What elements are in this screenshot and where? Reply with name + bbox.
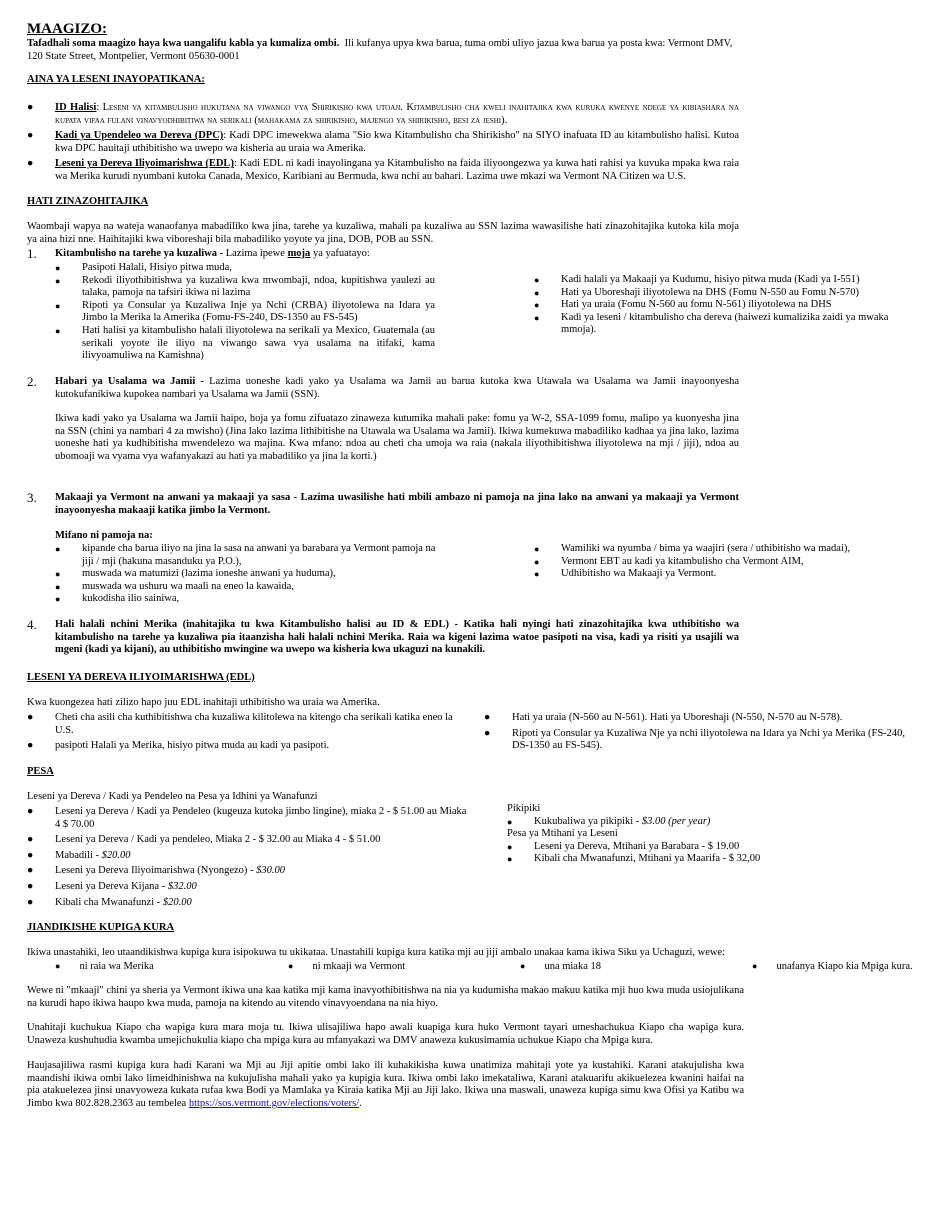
voting-paragraph-1: Wewe ni "mkaaji" chini ya sheria ya Vermont ikiwa una kaa katika mji kama inavyothibitishwa na nia ya kudumisha makao makuu katika mji huo kwa muda usiojulikana na kurudi hapo ikiwa haupo kwa muda, pamoja na kitendo au vitendo vinavyoendana na nia hiyo. [27, 985, 744, 1009]
required-docs-heading: HATI ZINAZOHITAJIKA [27, 196, 149, 207]
intro-paragraph [27, 38, 737, 63]
page-title [27, 20, 107, 38]
fees-right-list [507, 803, 907, 866]
fees-left-list [27, 806, 467, 909]
bullet-icon: ● [27, 130, 34, 142]
list-item: ● Mabadili - $20.00 [27, 849, 131, 861]
doc-item-3: 3. Makaaji ya Vermont na anwani ya makaaji ya sasa - Lazima uwasilishe hati mbili ambazo ni pamoja na jina lako na anwani ya makaaji ya Vermont inayoonyesha makaaji katika jimbo la Vermont. [27, 490, 739, 516]
doc-item-1: 1. Kitambulisho na tarehe ya kuzaliwa - Lazima ipewe moja ya yafuatayo: [27, 246, 370, 261]
bullet-icon: ● [27, 102, 34, 113]
doc-item-4: 4. Hali halali nchini Merika (inahitajika tu kwa Kitambulisho halisi au ID & EDL) - Katika hali nyingi hati zinazohitajika kwa uthibitisho wa kitambulisho na tarehe ya kuzaliwa pia itaanzisha hali halali nchini Merika. Raia wa kigeni lazima watoe pasipoti na visa, kadi ya risiti ya usajili wa mgeni (kadi ya kijani), au uthibitisho mwingine wa uwepo wa kisheria kwa ukaguzi na kunakili. [27, 617, 739, 656]
list-item: ● Kibali cha Mwanafunzi - $20.00 [27, 896, 192, 908]
list-item: ● Udhibitisho wa Makaaji ya Vermont. [534, 568, 717, 580]
intro-bold: Tafadhali soma maagizo haya kwa uangalifu kabla ya kumaliza ombi. [27, 38, 340, 49]
list-item: ● una miaka 18 [520, 961, 602, 972]
list-item: ● Rekodi iliyothibitishwa ya kuzaliwa kwa mwombaji, ndoa, kupitishwa yaulezi au talaka, pamoja na tafsiri ikiwa ni lazima [55, 274, 435, 299]
list-item: ● Pasipoti Halali, Hisiyo pitwa muda, [55, 262, 232, 273]
examples-label: Mifano ni pamoja na: [55, 530, 153, 541]
title-text: MAAGIZO: [27, 21, 107, 37]
list-item: ● Vermont EBT au kadi ya kitambulisho cha Vermont AIM, [534, 555, 804, 567]
list-item: ● Leseni ya Dereva Kijana - $32.00 [27, 880, 197, 892]
list-item: ● muswada wa matumizi (lazima ioneshe anwani ya huduma), [55, 568, 336, 580]
list-item: ● Leseni ya Dereva Iliyoimarishwa (EDL): Kadi EDL ni kadi inayolingana ya Kitambulisho na faida iliyoongezwa ya kuwa hati rahisi ya kuvuka mpaka kwa raia wa Merika kurudi nyumbani kutoka Canada, Mexico, Karibiani au Bermuda, kwa nchi au bahari. Lazima uwe mkazi wa Vermont NA Citizen wa U.S. [27, 158, 739, 182]
license-types-list [27, 102, 739, 184]
required-docs-intro: Waombaji wapya na wateja wanaofanya mabadiliko kwa jina, tarehe ya kuzaliwa, mahali pa kuzaliwa au SSN lazima wawasilishe hati zinazohitajika kutoka kila moja ya aina hizi nne. Haihitajiki kwa viboreshaji bila mabadiliko yoyote ya jina, DOB, POB au SSN. [27, 221, 739, 245]
edl-intro: Kwa kuongezea hati zilizo hapo juu EDL inahitaji uthibitisho wa uraia wa Amerika. [27, 697, 380, 708]
list-item: ● Kadi halali ya Makaaji ya Kudumu, hisiyo pitwa muda (Kadi ya I-551) [534, 274, 860, 285]
list-item: ● kukodisha ilio sainiwa, [55, 593, 180, 605]
list-item: ● Cheti cha asili cha kuthibitishwa cha kuzaliwa kilitolewa na kitengo cha serikali katika eneo la U.S. [27, 712, 453, 736]
list-item: ● pasipoti Halali ya Merika, hisiyo pitwa muda au kadi ya pasipoti. [27, 740, 330, 752]
voting-paragraph-3: Haujasajiliwa rasmi kupiga kura hadi Karani wa Mji au Jiji apitie ombi lako ili kuhakikisha kuwa unatimiza mahitaji yote ya kustahiki. Karani atakujulisha kwa maandishi ikiwa ombi lako limeidhinishwa na kukujulisha mahali yako ya kupigia kura. Ikiwa ombi lako imekataliwa, Karani atakuarifu akikuelezea kwanini haifai na pia atakuelezea jinsi unavyoweza kukata rufaa kwa Bodi ya Mamlaka ya Kiraia katika Mji au Jiji lako. Ikiwa una maswali, unaweza kupiga simu kwa Ofisi ya Katibu wa Jimbo kwa 802.828.2363 au tembelea https://sos.vermont.gov/elections/voters/. [27, 1060, 744, 1109]
voting-heading: JIANDIKISHE KUPIGA KURA [27, 922, 175, 933]
list-item: ● Hati ya uraia (N-560 au N-561). Hati ya Uboreshaji (N-550, N-570 au N-578). [484, 712, 843, 723]
doc-item-1-right-list [534, 274, 924, 337]
edl-left-list [27, 712, 459, 753]
license-types-heading: AINA YA LESENI INAYOPATIKANA: [27, 74, 205, 85]
list-item: ● unafanya Kiapo kia Mpiga kura. [752, 961, 913, 972]
list-item: ● Hati halisi ya kitambulisho halali iliyotolewa na serikali ya Mexico, Guatemala (au serikali yoyote ile iliyo na viwango sawa vya usalama na itifaki, kama ilivyoamuliwa na Kamishna) [55, 324, 435, 362]
fees-heading: PESA [27, 766, 54, 777]
edl-right-list [484, 712, 922, 753]
list-item: ● Leseni ya Dereva / Kadi ya pendeleo, Miaka 2 - $ 32.00 au Miaka 4 - $ 51.00 [27, 834, 381, 846]
fees-subheading: Leseni ya Dereva / Kadi ya Pendeleo na Pesa ya Idhini ya Wanafunzi [27, 791, 318, 802]
list-item: ● Hati ya Uboreshaji iliyotolewa na DHS (Fomu N-550 au Fomu N-570) [534, 286, 860, 298]
list-item: ● ni raia wa Merika [55, 961, 154, 972]
list-item: ● Wamiliki wa nyumba / bima ya waajiri (sera / uthibitisho wa madai), [534, 543, 850, 554]
motorcycle-label: Pikipiki [507, 803, 541, 814]
bullet-icon: ● [27, 158, 34, 170]
doc-item-1-left-list [55, 262, 435, 363]
list-item: ● Kadi ya Upendeleo wa Dereva (DPC): Kadi DPC imewekwa alama "Sio kwa Kitambulisho cha Shirikisho" na SIYO inafuata ID au kitambulisho halisi. Kutoa kwa DPC hauitaji uthibitisho wa uwepo wa kisheria au uraia wa Amerika. [27, 130, 739, 154]
list-item: ● Leseni ya Dereva, Mtihani ya Barabara - $ 19.00 [507, 840, 740, 852]
list-item: ● Ripoti ya Consular ya Kuzaliwa Inje ya Nchi (CRBA) iliyotolewa na Idara ya Jimbo la Merika la Amerika (Fomu-FS-240, DS-1350 au FS-545) [55, 299, 435, 324]
doc-item-3-left-list [55, 543, 440, 606]
voting-intro: Ikiwa unastahiki, leo utaandikishwa kupiga kura isipokuwa tu ukikataa. Unastahili kupiga kura katika mji au jiji ambalo unakaa kama ikiwa Siku ya Uchaguzi, wewe: [27, 947, 726, 958]
list-item: ● Hati ya uraia (Fomu N-560 au fomu N-561) iliyotolewa na DHS [534, 299, 832, 311]
list-item: ● kipande cha barua iliyo na jina la sasa na anwani ya barabara ya Vermont pamoja na jiji / mji (hakuna masanduku ya P.O.), [55, 543, 436, 567]
list-item: ● ID Halisi: Leseni ya kitambulisho hukutana na viwango vya Shirikisho kwa utoaji. Kitambulisho cha kweli inahitajika kwa kuruka kwenye ndege ya kibiashara na kupata vifaa fulani vinavyodhibitiwa na serikali (mahakama za shirikisho, majengo ya shirikisho, besi za jeshi). [27, 102, 739, 126]
list-item: ● Kadi ya leseni / kitambulisho cha dereva (haiwezi kumalizika zaidi ya mwaka mmoja). [534, 311, 889, 336]
elections-link[interactable]: https://sos.vermont.gov/elections/voters/ [188, 1097, 360, 1109]
list-item: ● Leseni ya Dereva Iliyoimarishwa (Nyongezo) - $30.00 [27, 865, 286, 877]
list-item: ● muswada wa ushuru wa maali na eneo la kawaida, [55, 580, 294, 592]
list-item: ● Ripoti ya Consular ya Kuzaliwa Nje ya nchi iliyotolewa na Idara ya Nchi ya Merika (FS-240, DS-1350 au FS-545). [484, 727, 906, 752]
intro-rest: Ili kufanya upya kwa barua, tuma ombi uliyo jazua kwa barua ya posta kwa: Vermont DMV, 120 State Street, Montpelier, Vermont 05630-0001 [27, 38, 733, 62]
list-item: ● Leseni ya Dereva / Kadi ya Pendeleo (kugeuza kutoka jimbo lingine), miaka 2 - $ 51.00 au Miaka 4 $ 70.00 [27, 806, 467, 830]
exam-label: Pesa ya Mtihani ya Leseni [507, 828, 618, 840]
list-item: ● Kukubaliwa ya pikipiki - $3.00 (per year) [507, 815, 711, 827]
list-item: ● ni mkaaji wa Vermont [288, 961, 406, 972]
doc-item-3-right-list [534, 543, 924, 581]
doc-item-2: 2. Habari ya Usalama wa Jamii - Lazima uoneshe kadi yako ya Usalama wa Jamii au barua kutoka kwa Utawala wa Usalama wa Jamii inayoonyesha kutokufanikiwa kupokea nambari ya Usalama wa Jamii (SSN). Ikiwa kadi yako ya Usalama wa Jamii haipo, hoja ya fomu zifuatazo zinaweza kutumika mahali pake: fomu ya W-2, SSA-1099 fomu, malipo ya kuonyesha jina na SSN (chini ya nambari 4 za mwisho) (Jina lako lazima lithibitishe na Utawala wa Usalama wa Jamii). Ikiwa kumekuwa mabadiliko kadhaa ya jina lako, lazima uoneshe hati ya kudhibitisha mwendelezo wa majina. Kwa mfano: ndoa au cheti cha umoja wa raia (nakala iliyothibitishwa iliyotolewa na mji / jiji), ndoa au ubomoaji wa vyama vya wafanyakazi au hati ya mabadiliko ya jina la korti.) [27, 374, 740, 462]
voting-paragraph-2: Unahitaji kuchukua Kiapo cha wapiga kura mara moja tu. Ikiwa ulisajiliwa hapo awali kuapiga kura huko Vermont tayari umeshachukua Kiapo cha wapiga kura. Unaweza kushuhudia kwamba umejichukulia kiapo cha mpiga kura au mfanyakazi wa DMV anaweza kukusimamia uchukue Kiapo cha Mpiga kura. [27, 1022, 744, 1046]
edl-heading: LESENI YA DEREVA ILIYOIMARISHWA (EDL) [27, 672, 255, 683]
list-item: ● Kibali cha Mwanafunzi, Mtihani ya Maarifa - $ 32,00 [507, 853, 761, 865]
